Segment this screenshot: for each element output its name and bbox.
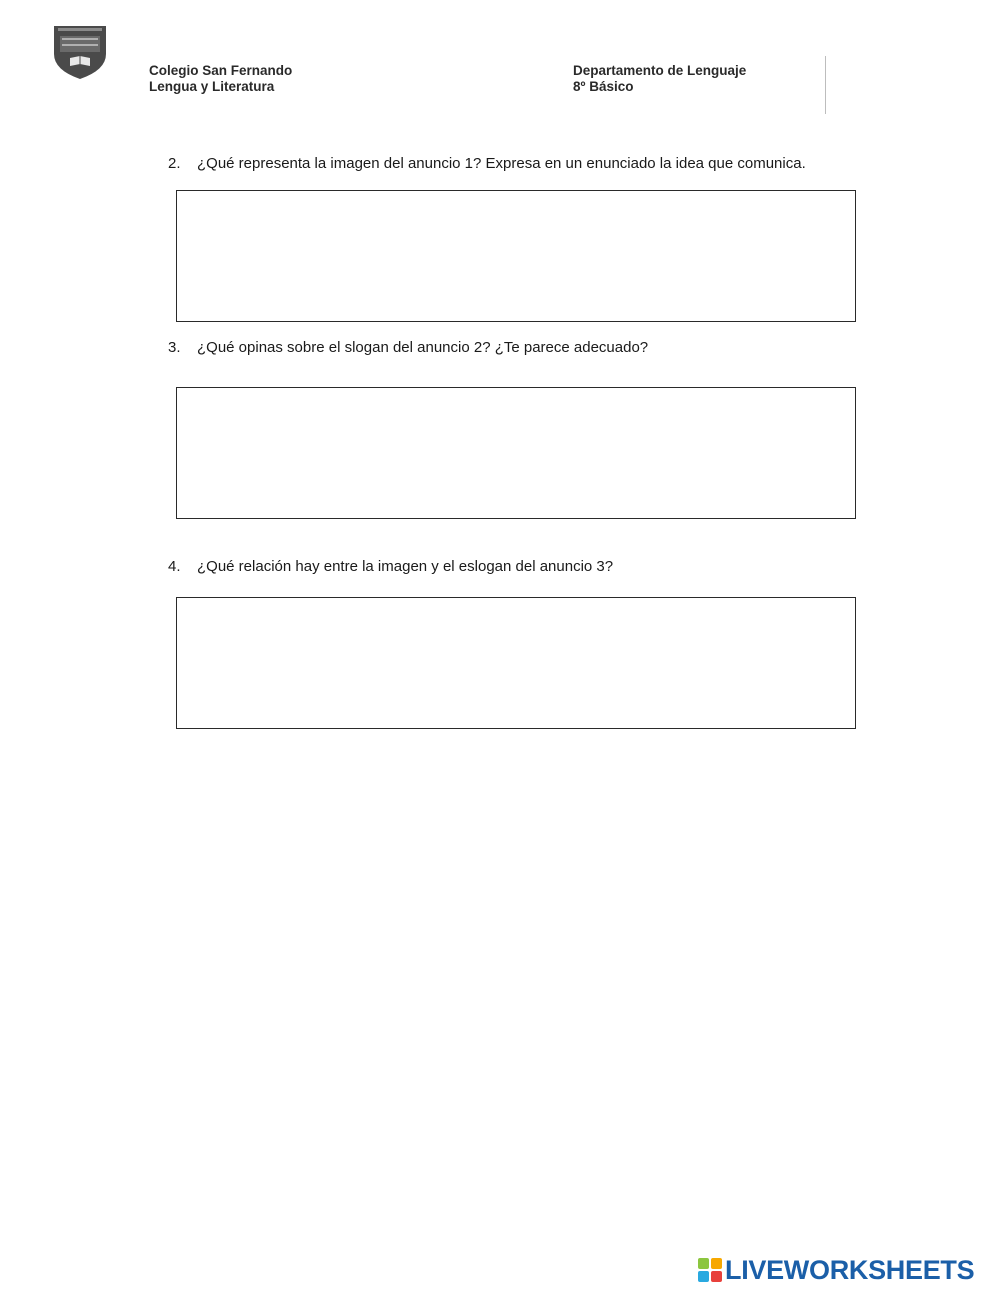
answer-box-2[interactable] (176, 190, 856, 322)
header-divider (825, 56, 826, 114)
department-info (573, 63, 746, 95)
department-name: Departamento de Lenguaje (573, 63, 747, 78)
question-text: ¿Qué opinas sobre el slogan del anuncio 2? ¿Te parece adecuado? (197, 339, 649, 356)
question-3 (168, 339, 648, 356)
school-info (149, 63, 292, 95)
question-2 (168, 155, 806, 172)
liveworksheets-logo-icon (698, 1258, 722, 1282)
answer-box-3[interactable] (176, 387, 856, 519)
school-crest-logo (52, 24, 108, 80)
liveworksheets-brand (698, 1256, 974, 1284)
brand-name: LIVEWORKSHEETS (725, 1255, 975, 1285)
subject-name: Lengua y Literatura (149, 79, 275, 94)
question-number: 4. (168, 558, 181, 575)
question-number: 3. (168, 339, 181, 356)
question-number: 2. (168, 155, 181, 172)
question-4 (168, 558, 613, 575)
answer-box-4[interactable] (176, 597, 856, 729)
question-text: ¿Qué representa la imagen del anuncio 1? Expresa en un enunciado la idea que comunica. (197, 155, 806, 172)
grade-level: 8º Básico (573, 79, 634, 94)
school-name: Colegio San Fernando (149, 63, 293, 78)
question-text: ¿Qué relación hay entre la imagen y el eslogan del anuncio 3? (197, 558, 614, 575)
